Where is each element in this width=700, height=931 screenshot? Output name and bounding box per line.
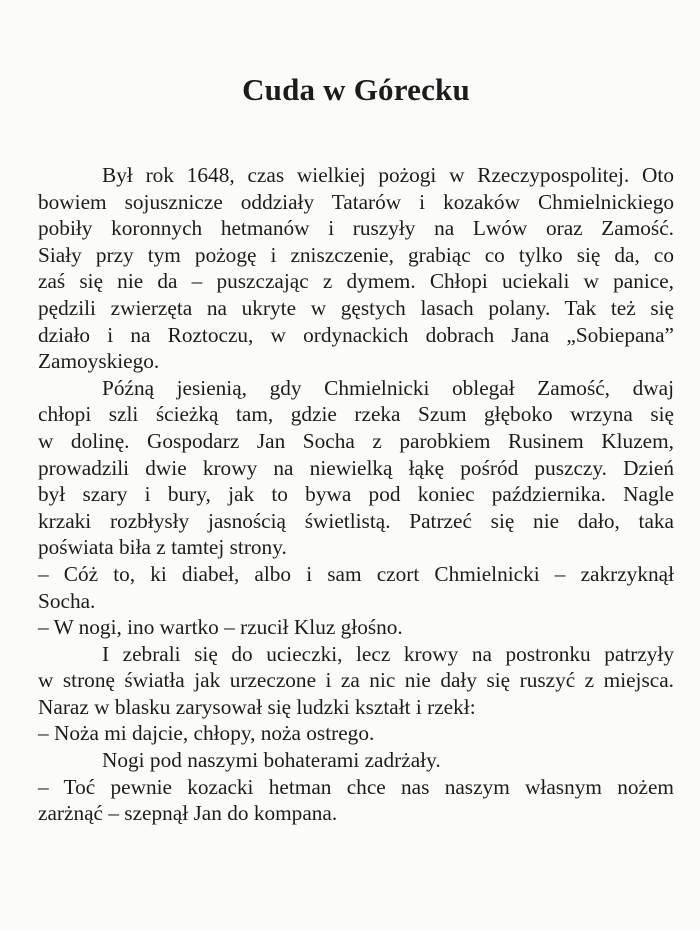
text-line: – W nogi, ino wartko – rzucił Kluz głośno. [38,615,403,640]
text-line: chłopi szli ścieżką tam, gdzie rzeka Szum głęboko wrzyna się [38,402,674,427]
text-line: bowiem sojusznicze oddziały Tatarów i kozaków Chmielnickiego [38,189,674,214]
text-line: Nogi pod naszymi bohaterami zadrżały. [102,748,441,773]
text-line: Był rok 1648, czas wielkiej pożogi w Rzeczypospolitej. Oto [102,163,674,187]
text-line: – Toć pewnie kozacki hetman chce nas naszym własnym nożem [38,774,674,799]
text-line: zarżnąć – szepnął Jan do kompana. [38,801,338,826]
text-line: działo i na Roztoczu, w ordynackich dobrach Jana „Sobiepana” [38,322,674,347]
text-line: Zamoyskiego. [38,349,160,374]
text-line: Naraz w blasku zarysował się ludzki kształt i rzekł: [38,694,476,719]
text-line: zaś się nie da – puszczając z dymem. Chłopi uciekali w panice, [38,269,674,294]
text-line: I zebrali się do ucieczki, lecz krowy na postronku patrzyły [102,641,674,666]
body-text [38,162,674,827]
text-line: w dolinę. Gospodarz Jan Socha z parobkiem Rusinem Kluzem, [38,428,674,453]
text-line: Socha. [38,588,96,613]
text-line: w stronę światła jak urzeczone i za nic nie dały się ruszyć z miejsca. [38,668,674,693]
text-line: Siały przy tym pożogę i zniszczenie, grabiąc co tylko się da, co [38,242,674,267]
text-line: Późną jesienią, gdy Chmielnicki oblegał Zamość, dwaj [102,375,674,400]
text-line: – Noża mi dajcie, chłopy, noża ostrego. [38,721,375,746]
text-line: – Cóż to, ki diabeł, albo i sam czort Chmielnicki – zakrzyknął [38,561,674,586]
text-line: prowadzili dwie krowy na niewielką łąkę pośród puszczy. Dzień [38,455,674,480]
book-page [38,70,674,827]
text-line: pobiły koronnych hetmanów i ruszyły na Lwów oraz Zamość. [38,216,674,241]
text-line: pędzili zwierzęta na ukryte w gęstych lasach polany. Tak też się [38,295,674,320]
text-line: poświata biła z tamtej strony. [38,535,287,560]
chapter-title: Cuda w Górecku [242,72,470,107]
text-line: krzaki rozbłysły jasnością świetlistą. Patrzeć się nie dało, taka [38,508,674,533]
text-line: był szary i bury, jak to bywa pod koniec października. Nagle [38,482,674,507]
